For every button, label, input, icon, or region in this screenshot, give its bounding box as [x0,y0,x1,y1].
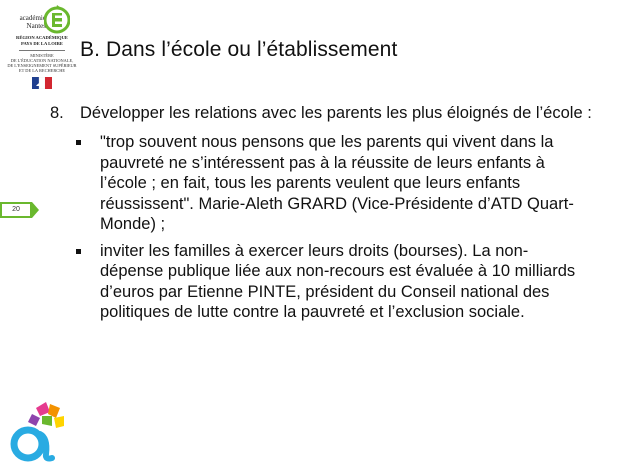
page-number: 20 [12,206,20,213]
logo-ministere-text [6,53,78,73]
bullet-list [50,132,610,323]
item-number: 8. [50,104,64,122]
logo-divider [19,50,65,51]
marianne-flag-icon [32,77,52,89]
square-bullet-icon [76,140,81,145]
logo-top [6,4,78,34]
ministere-line: DE L'ÉDUCATION NATIONALE, [10,58,74,63]
logo-academie-line1: académie [19,14,46,22]
academie-nantes-logo [6,4,78,94]
numbered-item [50,103,610,124]
logo-region-text [6,35,78,47]
slide-title: B. Dans l’école ou l’établissement [80,38,398,61]
ministere-line: ET DE LA RECHERCHE [18,68,66,73]
bullet-item [50,241,590,323]
logo-region-line1: RÉGION ACADÉMIQUE [16,35,68,40]
logo-region-line2: PAYS DE LA LOIRE [21,41,63,46]
logo-academie-text [16,14,46,30]
slide-content [50,103,610,329]
green-e-logo-icon [44,4,70,34]
ministere-line: DE L'ENSEIGNEMENT SUPÉRIEUR [7,63,77,68]
item-text: Développer les relations avec les parents les plus éloignés de l’école : [80,104,592,122]
logo-academie-line2: Nantes [26,22,46,30]
colorful-a-logo-icon [6,398,74,464]
bullet-text: inviter les familles à exercer leurs droits (bourses). La non-dépense publique liée aux non-recours est évaluée à 10 milliards d’euros par Etienne PINTE, président du Conseil national des politiques de lutte contre la pauvreté et l’exclusion sociale. [100,241,576,321]
bullet-text: "trop souvent nous pensons que les parents qui vivent dans la pauvreté ne s’intéressent pas à la réussite de leurs enfants à l’école ; en fait, tous les parents veulent que leurs enfants réussissent". Marie-Aleth GRARD (Vice-Présidente d’ATD Quart-Monde) ; [100,133,574,233]
ministere-line: MINISTÈRE [30,53,54,58]
bullet-item [50,132,590,235]
square-bullet-icon [76,249,81,254]
